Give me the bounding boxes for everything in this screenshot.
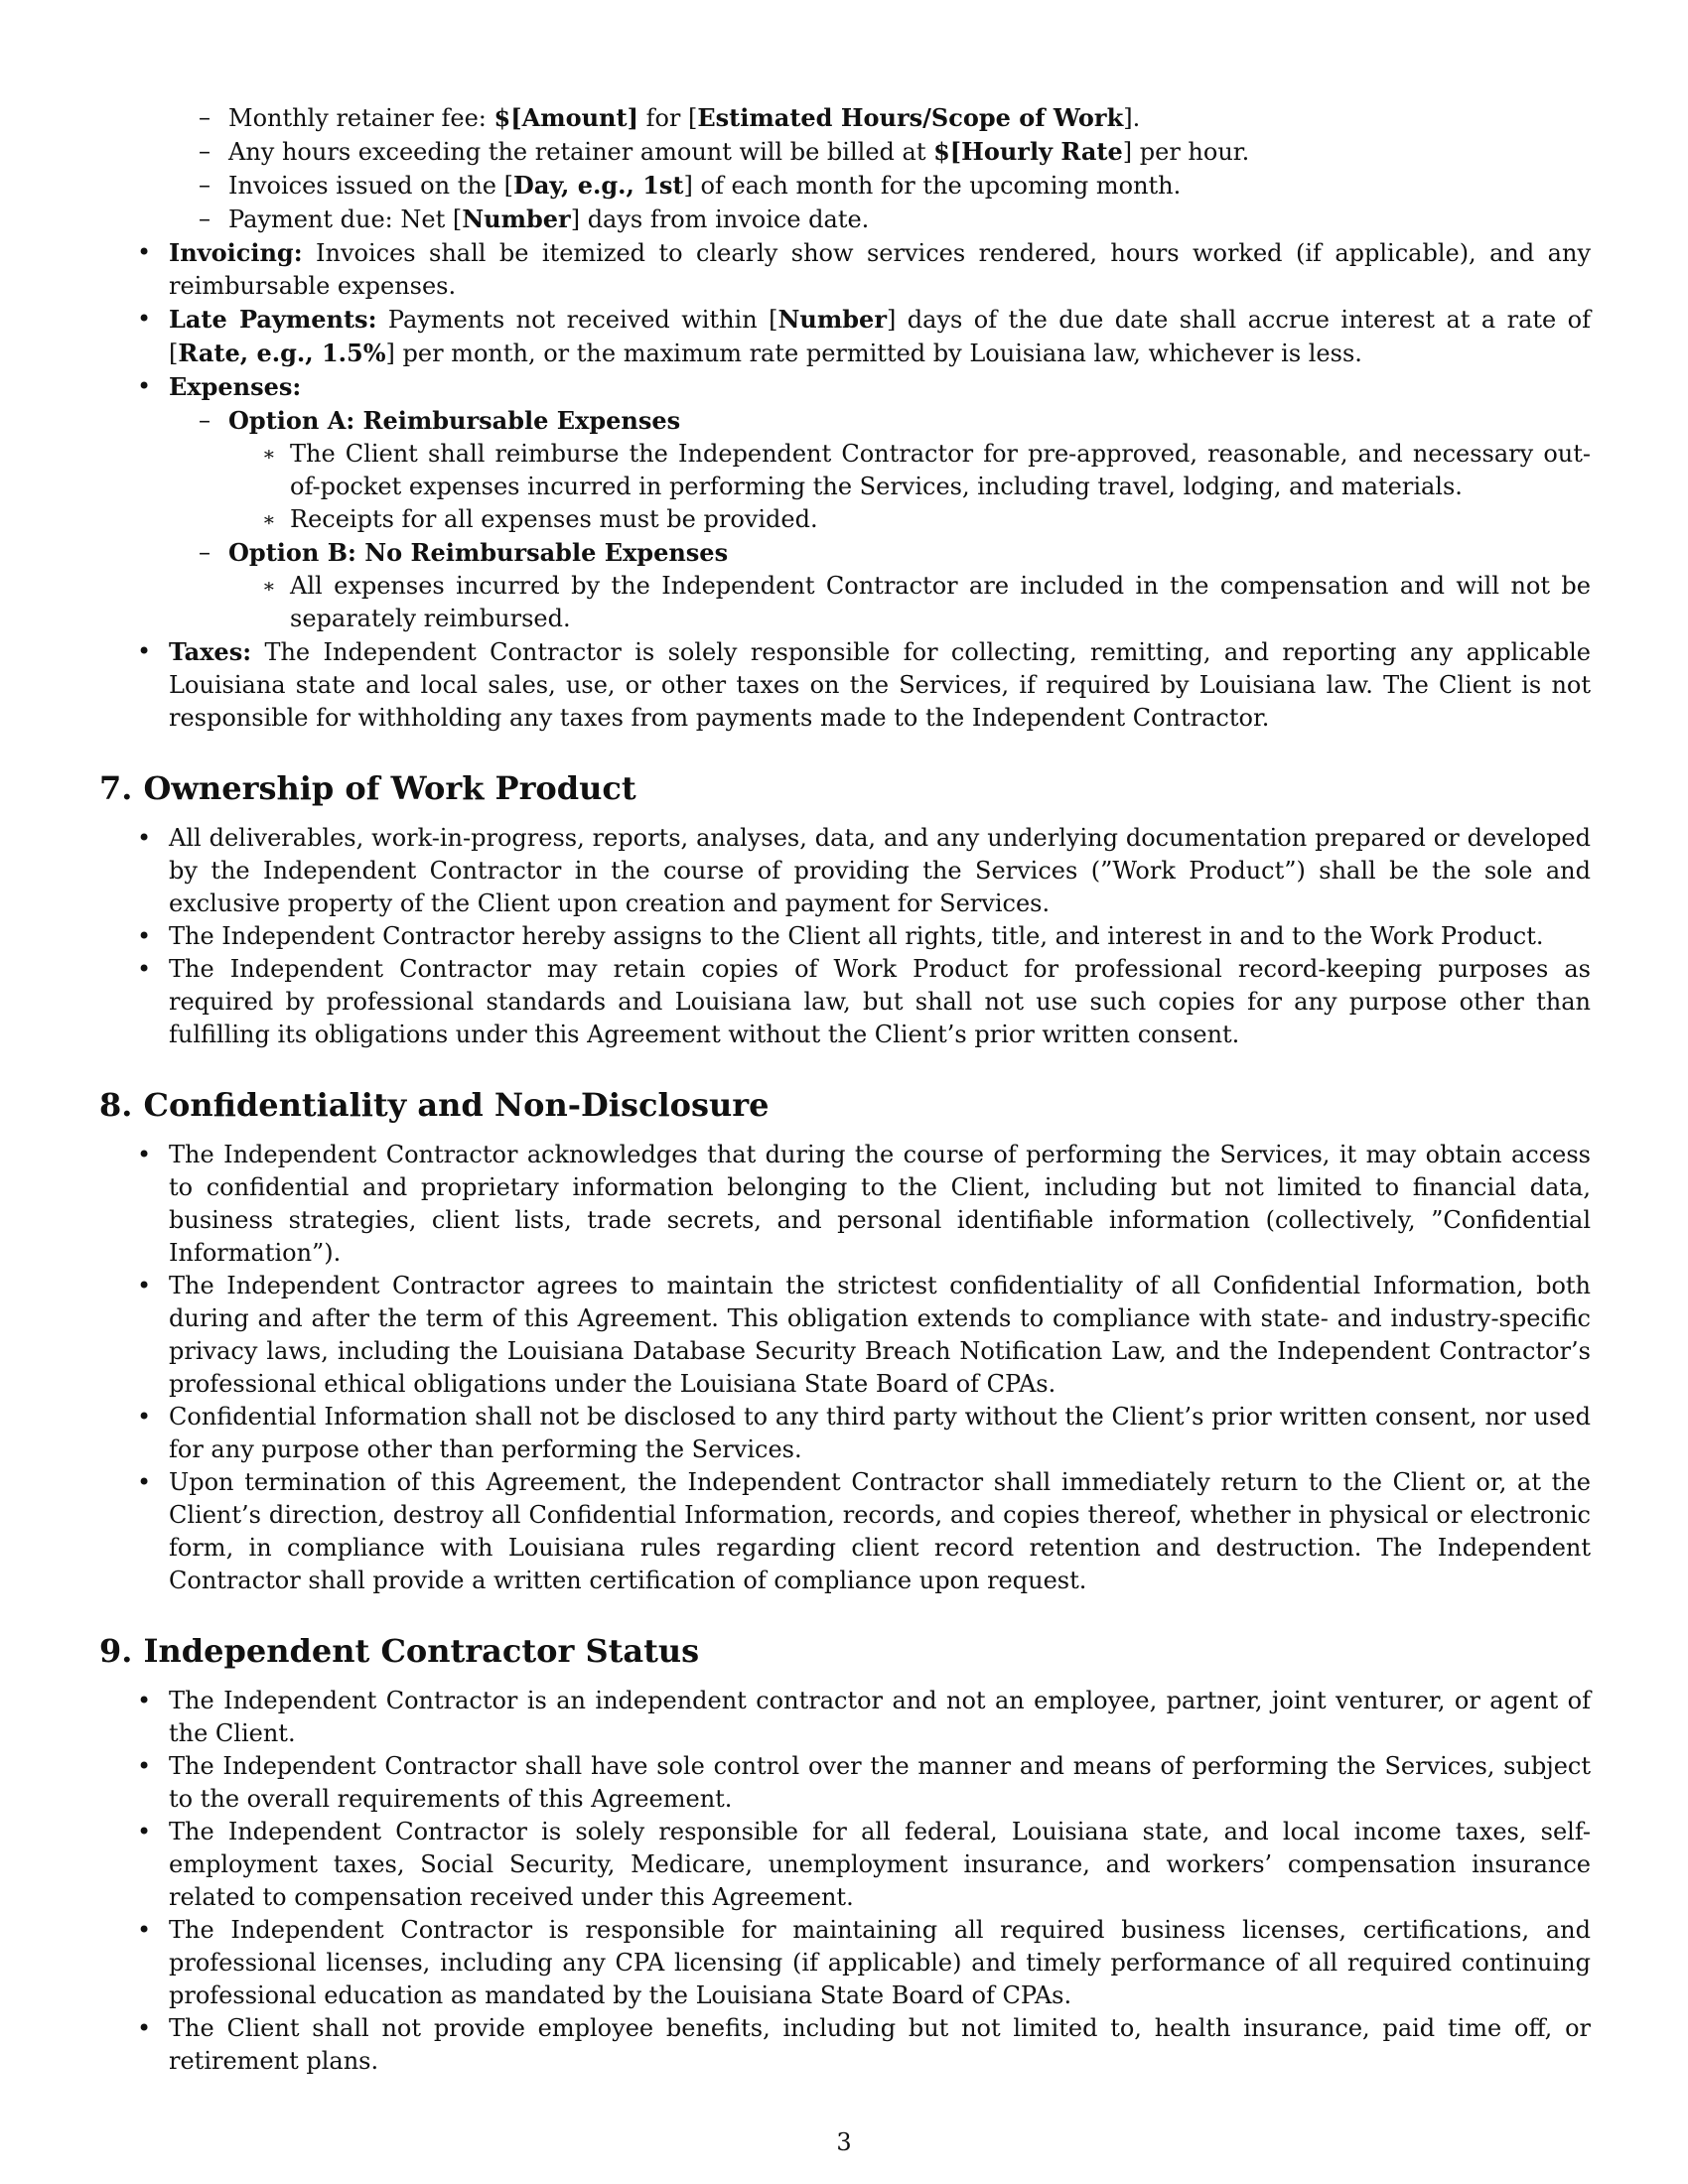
retainer-list [99, 101, 1591, 236]
list-item: • All deliverables, work-in-progress, reports, analyses, data, and any underlying documentation prepared or developed by the Independent Contractor in the course of providing the Services (”Work Product”) shall be the sole and exclusive property of the Client upon creation and payment for Services. [99, 822, 1591, 920]
list-item: • The Independent Contractor may retain copies of Work Product for professional record-keeping purposes as required by professional standards and Louisiana law, but shall not use such copies for any purpose other than fulfilling its obligations under this Agreement without the Client’s prior written consent. [99, 953, 1591, 1051]
list-item: – Monthly retainer fee: $[Amount] for [Estimated Hours/Scope of Work]. [99, 101, 1591, 135]
list-item: • The Client shall not provide employee benefits, including but not limited to, health insurance, paid time off, or retirement plans. [99, 2012, 1591, 2078]
expenses-options-b [99, 536, 1591, 570]
list-item: • The Independent Contractor hereby assigns to the Client all rights, title, and interest in and to the Work Product. [99, 920, 1591, 953]
list-item: – Any hours exceeding the retainer amount will be billed at $[Hourly Rate] per hour. [99, 135, 1591, 169]
option-b-items [238, 570, 1591, 635]
list-item: – Payment due: Net [Number] days from invoice date. [99, 203, 1591, 236]
list-item: • The Independent Contractor agrees to maintain the strictest confidentiality of all Confidential Information, both during and after the term of this Agreement. This obligation extends to compliance with state- and industry-specific privacy laws, including the Louisiana Database Security Breach Notification Law, and the Independent Contractor’s professional ethical obligations under the Louisiana State Board of CPAs. [99, 1270, 1591, 1401]
taxes-item: • Taxes: The Independent Contractor is solely responsible for collecting, remitting, and reporting any applicable Louisiana state and local sales, use, or other taxes on the Services, if required by Louisiana law. The Client is not responsible for withholding any taxes from payments made to the Independent Contractor. [99, 635, 1591, 735]
ownership-list [99, 822, 1591, 1051]
section-heading-confidentiality: 8. Confidentiality and Non-Disclosure [99, 1086, 770, 1124]
list-item: • The Independent Contractor is responsible for maintaining all required business licenses, certifications, and professional licenses, including any CPA licensing (if applicable) and timely performance of all required continuing professional education as mandated by the Louisiana State Board of CPAs. [99, 1914, 1591, 2012]
payment-terms-list [99, 236, 1591, 404]
list-item: • The Independent Contractor is solely responsible for all federal, Louisiana state, and local income taxes, self-employment taxes, Social Security, Medicare, unemployment insurance, and workers’ compensation insurance related to compensation received under this Agreement. [99, 1816, 1591, 1914]
expenses-item: • Expenses: [99, 370, 1591, 404]
list-item: – Invoices issued on the [Day, e.g., 1st] of each month for the upcoming month. [99, 169, 1591, 203]
list-item: ∗ Receipts for all expenses must be provided. [238, 503, 1591, 536]
list-item: • The Independent Contractor acknowledges that during the course of performing the Services, it may obtain access to confidential and proprietary information belonging to the Client, including but not limited to financial data, business strategies, client lists, trade secrets, and personal identifiable information (collectively, ”Confidential Information”). [99, 1139, 1591, 1270]
late-payments-item: • Late Payments: Payments not received within [Number] days of the due date shall accrue interest at a rate of [Rate, e.g., 1.5%] per month, or the maximum rate permitted by Louisiana law, whichever is less. [99, 303, 1591, 370]
list-item: ∗ All expenses incurred by the Independent Contractor are included in the compensation and will not be separately reimbursed. [238, 570, 1591, 635]
expenses-options [99, 404, 1591, 438]
list-item: • The Independent Contractor shall have sole control over the manner and means of performing the Services, subject to the overall requirements of this Agreement. [99, 1750, 1591, 1816]
section-heading-ownership: 7. Ownership of Work Product [99, 769, 636, 807]
list-item: • The Independent Contractor is an independent contractor and not an employee, partner, joint venturer, or agent of the Client. [99, 1685, 1591, 1750]
list-item: ∗ The Client shall reimburse the Independent Contractor for pre-approved, reasonable, and necessary out-of-pocket expenses incurred in performing the Services, including travel, lodging, and materials. [238, 438, 1591, 503]
confidentiality-list [99, 1139, 1591, 1597]
option-b: – Option B: No Reimbursable Expenses [99, 536, 1591, 570]
page-content [99, 101, 1591, 2078]
option-a-items [238, 438, 1591, 536]
taxes-list [99, 635, 1591, 735]
invoicing-item: • Invoicing: Invoices shall be itemized to clearly show services rendered, hours worked (if applicable), and any reimbursable expenses. [99, 236, 1591, 303]
section-heading-contractor-status: 9. Independent Contractor Status [99, 1632, 700, 1670]
option-a: – Option A: Reimbursable Expenses [99, 404, 1591, 438]
list-item: • Confidential Information shall not be disclosed to any third party without the Client’s prior written consent, nor used for any purpose other than performing the Services. [99, 1401, 1591, 1466]
contractor-status-list [99, 1685, 1591, 2078]
list-item: • Upon termination of this Agreement, the Independent Contractor shall immediately return to the Client or, at the Client’s direction, destroy all Confidential Information, records, and copies thereof, whether in physical or electronic form, in compliance with Louisiana rules regarding client record retention and destruction. The Independent Contractor shall provide a written certification of compliance upon request. [99, 1466, 1591, 1597]
page-number: 3 [836, 2128, 852, 2156]
